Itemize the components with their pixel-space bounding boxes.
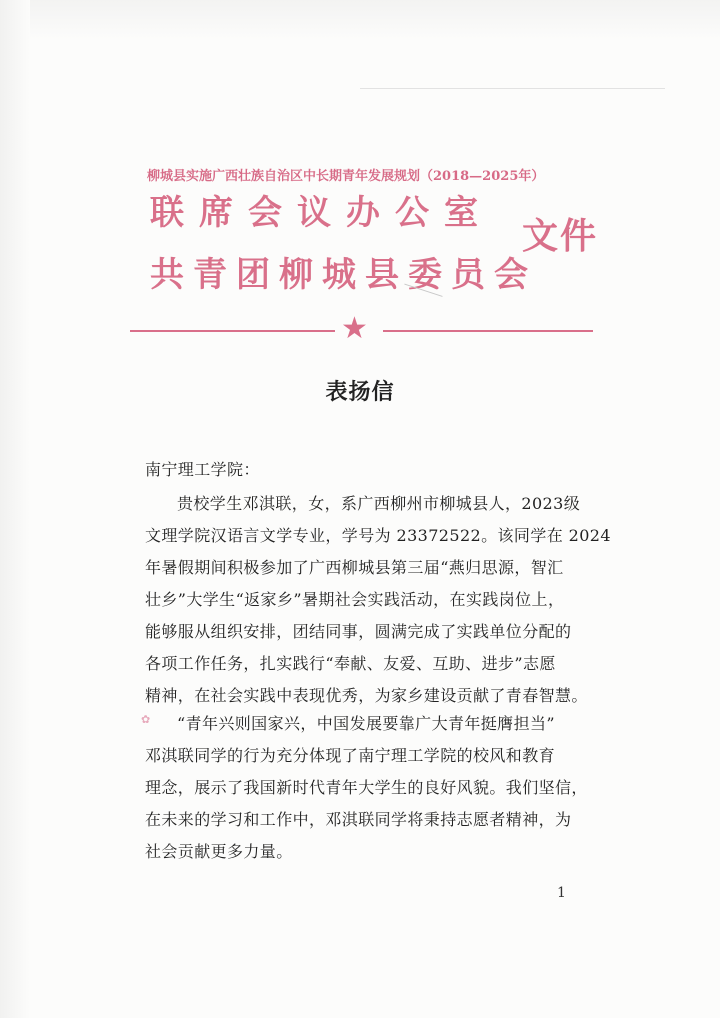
paragraph-line: 理念，展示了我国新时代青年大学生的良好风貌。我们坚信， xyxy=(145,778,588,797)
paragraph-line: 年暑假期间积极参加了广西柳城县第三届“燕归思源，智汇 xyxy=(145,558,564,577)
star-icon: ★ xyxy=(341,311,368,346)
header-document-suffix: 文件 xyxy=(522,215,599,257)
header-rule-right xyxy=(383,330,593,332)
paragraph-line: 能够服从组织安排，团结同事，圆满完成了实践单位分配的 xyxy=(145,622,572,641)
header-rule-left xyxy=(130,330,335,332)
paragraph-line: 社会贡献更多力量。 xyxy=(145,842,293,861)
paragraph-line: 精神，在社会实践中表现优秀，为家乡建设贡献了青春智慧。 xyxy=(145,686,588,705)
paragraph-line: “青年兴则国家兴，中国发展要靠广大青年挺膺担当” xyxy=(177,714,555,733)
header-issuer-line2: 共青团柳城县委员会 xyxy=(150,255,537,295)
page-shadow-left xyxy=(0,0,30,1018)
page-shadow xyxy=(0,0,720,40)
paragraph-line: 各项工作任务，扎实践行“奉献、友爱、互助、进步”志愿 xyxy=(145,654,556,673)
paragraph-line: 贵校学生邓淇联，女，系广西柳州市柳城县人，2023级 xyxy=(177,494,581,513)
paragraph-line: 邓淇联同学的行为充分体现了南宁理工学院的校风和教育 xyxy=(145,746,556,765)
document-title: 表扬信 xyxy=(325,379,395,405)
header-issuer-line1: 联席会议办公室 xyxy=(150,193,493,233)
salutation: 南宁理工学院： xyxy=(145,460,260,479)
stamp-mark-icon: ✿ xyxy=(141,713,151,726)
page-number: 1 xyxy=(557,885,566,901)
scan-edge-line xyxy=(360,88,665,89)
paragraph-line: 在未来的学习和工作中，邓淇联同学将秉持志愿者精神，为 xyxy=(145,810,572,829)
paragraph-line: 壮乡”大学生“返家乡”暑期社会实践活动，在实践岗位上， xyxy=(145,590,565,609)
paragraph-line: 文理学院汉语言文学专业，学号为 23372522。该同学在 2024 xyxy=(145,526,611,545)
header-top-line: 柳城县实施广西壮族自治区中长期青年发展规划（2018—2025年） xyxy=(147,169,545,184)
